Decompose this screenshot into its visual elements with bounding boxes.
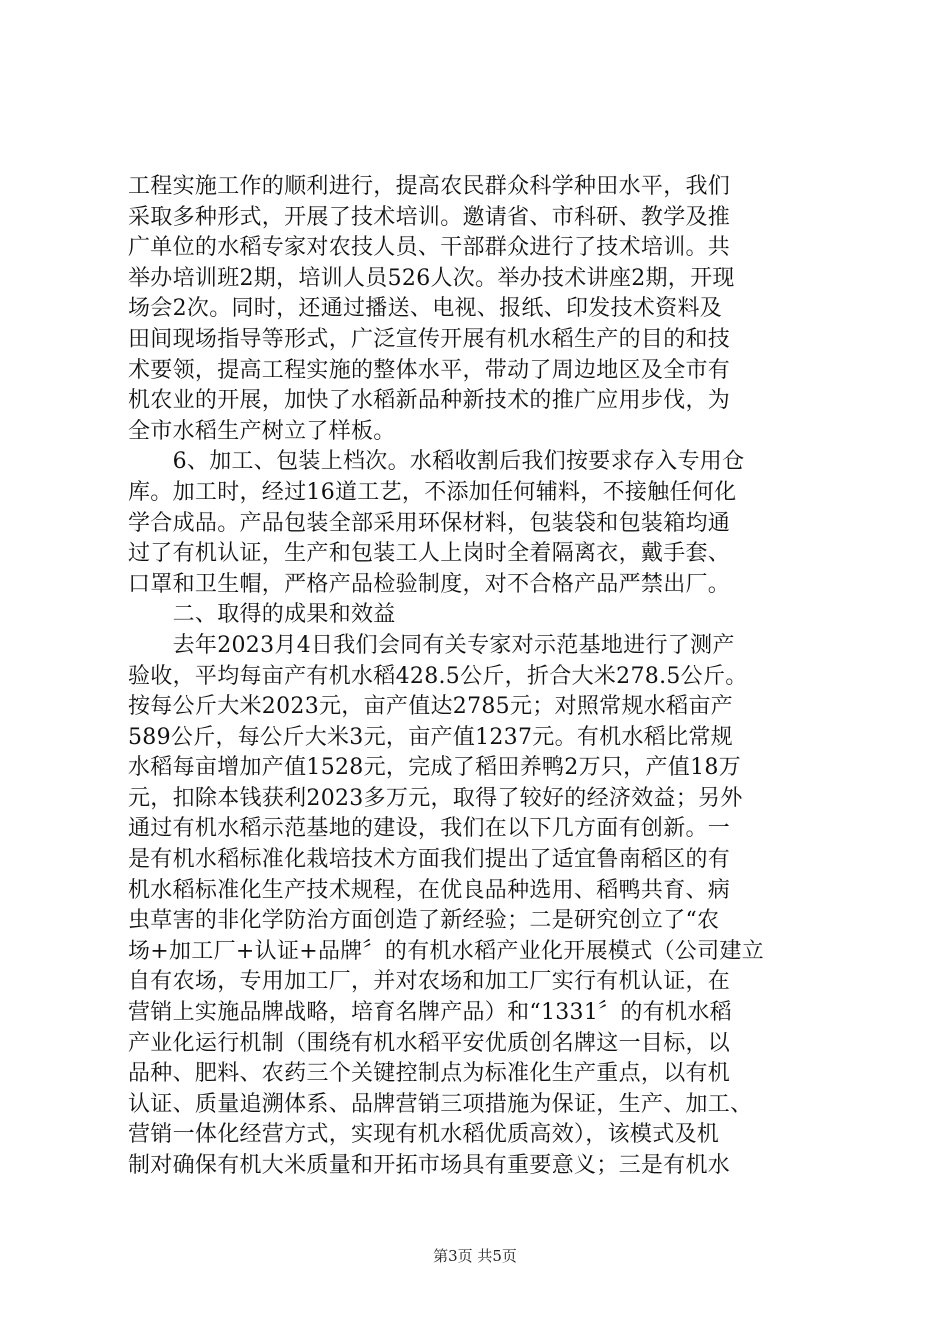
text-line: 库。加工时，经过16道工艺，不添加任何辅料，不接触任何化 bbox=[128, 479, 737, 505]
text-line: 过了有机认证，生产和包装工人上岗时全着隔离衣，戴手套、 bbox=[128, 541, 731, 567]
text-line: 6、加工、包装上档次。水稻收割后我们按要求存入专用仓 bbox=[128, 449, 745, 475]
section-heading: 二、取得的成果和效益 bbox=[128, 602, 396, 628]
text-line: 元，扣除本钱获利2023多万元，取得了较好的经济效益；另外 bbox=[128, 785, 743, 811]
text-line: 营销上实施品牌战略，培育名牌产品）和“1331〞的有机水稻 bbox=[128, 1000, 732, 1026]
text-line: 是有机水稻标准化栽培技术方面我们提出了适宜鲁南稻区的有 bbox=[128, 847, 731, 873]
text-line: 自有农场，专用加工厂，并对农场和加工厂实行有机认证，在 bbox=[128, 969, 731, 995]
text-line: 制对确保有机大米质量和开拓市场具有重要意义；三是有机水 bbox=[128, 1153, 731, 1178]
text-line: 验收，平均每亩产有机水稻428.5公斤，折合大米278.5公斤。 bbox=[128, 663, 748, 689]
text-line: 产业化运行机制（围绕有机水稻平安优质创名牌这一目标，以 bbox=[128, 1030, 731, 1056]
text-line: 营销一体化经营方式，实现有机水稻优质高效），该模式及机 bbox=[128, 1122, 720, 1148]
page-number: 第3页 共5页 bbox=[433, 1247, 517, 1265]
text-line: 场会2次。同时，还通过播送、电视、报纸、印发技术资料及 bbox=[128, 296, 723, 322]
text-line: 学合成品。产品包装全部采用环保材料，包装袋和包装箱均通 bbox=[128, 510, 731, 536]
text-line: 术要领，提高工程实施的整体水平，带动了周边地区及全市有 bbox=[128, 357, 731, 383]
text-line: 去年2023月4日我们会同有关专家对示范基地进行了测产 bbox=[128, 632, 735, 658]
text-line: 品种、肥料、农药三个关键控制点为标准化生产重点，以有机 bbox=[128, 1061, 731, 1087]
text-line: 通过有机水稻示范基地的建设，我们在以下几方面有创新。一 bbox=[128, 816, 731, 842]
text-line: 水稻每亩增加产值1528元，完成了稻田养鸭2万只，产值18万 bbox=[128, 755, 741, 781]
text-line: 场+加工厂+认证+品牌〞的有机水稻产业化开展模式（公司建立 bbox=[128, 938, 765, 964]
text-line: 工程实施工作的顺利进行，提高农民群众科学种田水平，我们 bbox=[128, 174, 731, 199]
text-line: 采取多种形式，开展了技术培训。邀请省、市科研、教学及推 bbox=[128, 204, 731, 230]
body-text bbox=[128, 172, 828, 1182]
text-line: 按每公斤大米2023元，亩产值达2785元；对照常规水稻亩产 bbox=[128, 694, 733, 720]
text-line: 全市水稻生产树立了样板。 bbox=[128, 418, 396, 444]
text-line: 口罩和卫生帽，严格产品检验制度，对不合格产品严禁出厂。 bbox=[128, 571, 731, 597]
text-line: 举办培训班2期，培训人员526人次。举办技术讲座2期，开现 bbox=[128, 265, 735, 291]
text-line: 广单位的水稻专家对农技人员、干部群众进行了技术培训。共 bbox=[128, 235, 731, 261]
text-line: 认证、质量追溯体系、品牌营销三项措施为保证，生产、加工、 bbox=[128, 1091, 753, 1117]
text-line: 589公斤，每公斤大米3元，亩产值1237元。有机水稻比常规 bbox=[128, 724, 733, 750]
text-line: 机水稻标准化生产技术规程，在优良品种选用、稻鸭共育、病 bbox=[128, 877, 731, 903]
text-line: 田间现场指导等形式，广泛宣传开展有机水稻生产的目的和技 bbox=[128, 326, 731, 352]
text-line: 机农业的开展，加快了水稻新品种新技术的推广应用步伐，为 bbox=[128, 388, 731, 414]
text-line: 虫草害的非化学防治方面创造了新经验；二是研究创立了“农 bbox=[128, 908, 720, 934]
